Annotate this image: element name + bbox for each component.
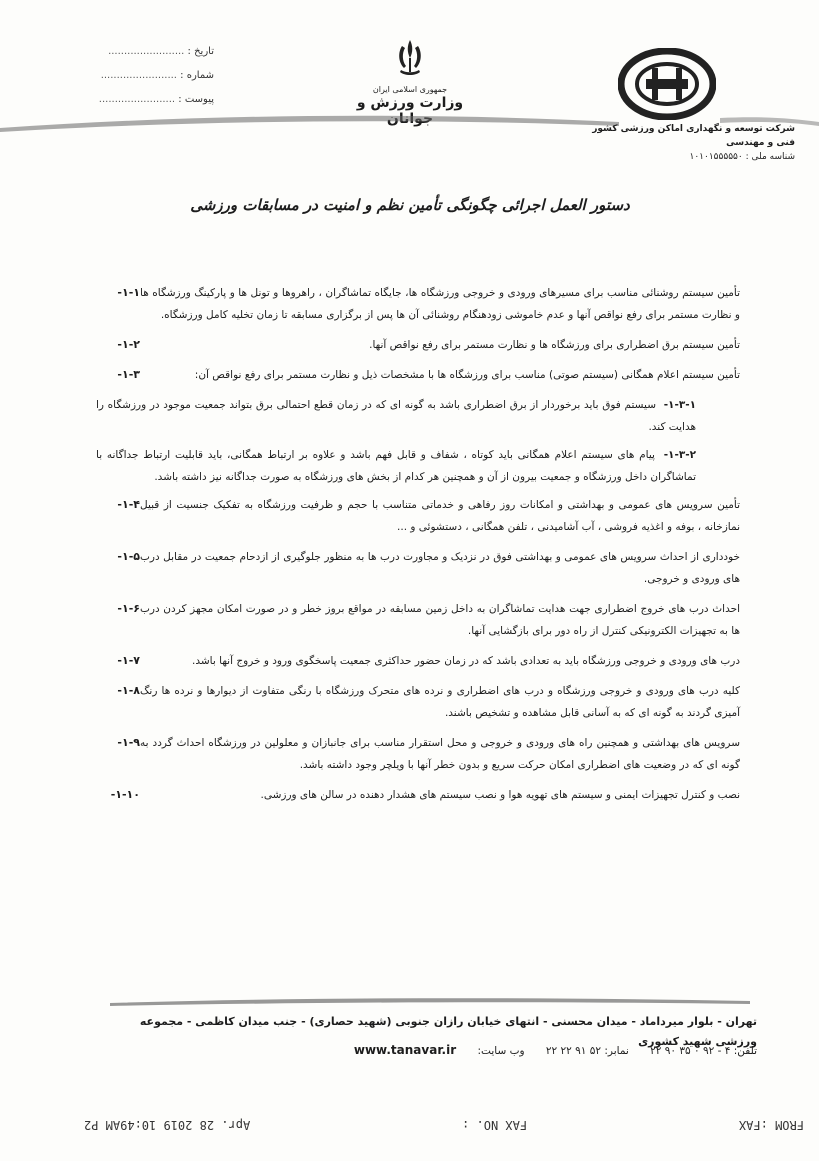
date-field: تاریخ : ........................ [108, 46, 214, 57]
fax-from: FROM :FAX [738, 1118, 804, 1132]
footer-divider [110, 994, 750, 1008]
company-department: فنی و مهندسی [726, 138, 795, 148]
item-number: ۱-۹- [117, 736, 140, 749]
item-number: ۱-۳- [117, 368, 140, 381]
list-item [96, 732, 740, 776]
item-text: احداث درب های خروج اضطراری جهت هدایت تماشاگران به داخل زمین مسابقه در مواقع بروز خطر و در صورت امکان مجهز کردن درب ها به تجهیزات الکترونیکی کنترل از راه دور برای بازگشایی آنها. [140, 603, 740, 637]
item-number: ۱-۶- [117, 602, 140, 615]
item-text: تأمین سیستم اعلام همگانی (سیستم صوتی) مناسب برای ورزشگاه ها با مشخصات ذیل و نظارت مستمر برای رفع نواقص آن: [194, 369, 740, 381]
instruction-list [96, 282, 740, 814]
footer-website-link[interactable]: www.tanavar.ir [353, 1043, 457, 1057]
sub-item [96, 444, 696, 488]
list-item [96, 546, 740, 590]
sub-item [96, 394, 696, 438]
ministry-name: وزارت ورزش و [356, 95, 464, 111]
fax-timestamp: Apr. 28 2019 10:49AM P2 [84, 1118, 251, 1132]
company-name: شرکت توسعه و نگهداری اماکن ورزشی کشور [592, 124, 795, 134]
sub-item-number: ۱-۳-۱- [663, 399, 696, 411]
company-logo-icon [618, 48, 716, 120]
item-text: خودداری از احداث سرویس های عمومی و بهداشتی فوق در نزدیک و مجاورت درب ها به منظور جلوگیری از ازدحام جمعیت در مقابل درب های ورودی و خروجی. [140, 551, 740, 585]
item-number: ۱-۷- [117, 654, 140, 667]
item-text: درب های ورودی و خروجی ورزشگاه باید به تعدادی باشد که در زمان حضور حداکثری جمعیت پاسخگوی ورود و خروج آنها باشد. [192, 655, 740, 667]
list-item [96, 784, 740, 806]
list-item [96, 650, 740, 672]
iran-emblem-icon [392, 38, 428, 78]
item-number: ۱-۱- [117, 286, 140, 299]
item-text: سرویس های بهداشتی و همچنین راه های ورودی و خروجی و محل استقرار مناسب برای جانبازان و معلولین در ورزشگاه احداث گردد به گونه ای که در وضعیت های اضطراری امکان حرکت سریع و بدون خطر آنها با ویلچر وجود داشته باشد. [140, 737, 740, 771]
fax-transmission-header [84, 1112, 804, 1132]
country-name: جمهوری اسلامی ایران [372, 85, 448, 94]
item-number: ۱-۸- [117, 684, 140, 697]
list-item [96, 364, 740, 386]
letter-meta-fields [64, 40, 214, 112]
document-title: دستور العمل اجرائی چگونگی تأمین نظم و امنیت در مسابقات ورزشی [190, 196, 630, 214]
item-number: ۱-۵- [117, 550, 140, 563]
fax-number: FAX NO. : [462, 1118, 528, 1132]
company-national-id: شناسه ملی : ۱۰۱۰۱۵۵۵۵۵۰ [689, 152, 795, 162]
item-number: ۱-۴- [117, 498, 140, 511]
item-text: نصب و کنترل تجهیزات ایمنی و سیستم های تهویه هوا و نصب سیستم های هشدار دهنده در سالن های ورزشی. [260, 789, 740, 801]
footer-contacts [117, 1040, 757, 1061]
item-text: تأمین سرویس های عمومی و بهداشتی و امکانات روز رفاهی و خدماتی متناسب با حجم و ظرفیت ورزشگاه به تفکیک جنسیت از قبیل نمازخانه ، بوفه و اغذیه فروشی ، آب آشامیدنی ، تلفن همگانی ، دستشوئی و ... [140, 499, 740, 533]
list-item [96, 680, 740, 724]
number-field: شماره : ........................ [100, 70, 214, 81]
sub-item-number: ۱-۳-۲- [663, 449, 696, 461]
item-text: تأمین سیستم روشنائی مناسب برای مسیرهای ورودی و خروجی ورزشگاه ها، جایگاه تماشاگران ، راهروها و تونل ها و پارکینگ ورزشگاه ها و نظارت مستمر برای رفع نواقص آنها و عدم خاموشی زودهنگام روشنائی آن ها پس از برگزاری مسابقه تا زمان تخلیه کامل ورزشگاه. [140, 287, 740, 321]
item-text: تأمین سیستم برق اضطراری برای ورزشگاه ها و نظارت مستمر برای رفع نواقص آنها. [369, 339, 740, 351]
item-number: ۱-۲- [117, 338, 140, 351]
sub-item-text: پیام های سیستم اعلام همگانی باید کوتاه ، شفاف و قابل فهم باشد و علاوه بر ارتباط همگانی، باید قابلیت ارتباط جداگانه با تماشاگران داخل ورزشگاه و جمعیت بیرون از آن و همچنین هر کدام از بخش های ورزشگاه به صورت جداگانه نیز داشته باشد. [96, 449, 696, 483]
company-info [535, 122, 795, 164]
list-item [96, 598, 740, 642]
footer-address: تهران - بلوار میرداماد - میدان محسنی - انتهای خیابان رازان جنوبی (شهید حصاری) - جنب میدان کاظمی - مجموعه ورزشی شهید کشوری [139, 1015, 757, 1048]
sub-item-text: سیستم فوق باید برخوردار از برق اضطراری باشد به گونه ای که در زمان قطع احتمالی برق بتواند جمعیت موجود در ورزشگاه را هدایت کند. [96, 399, 696, 433]
footer-phone: تلفن: ۴ - ۹۲ ۰ ۳۵ ۹۰ ۲۲ [650, 1045, 757, 1057]
item-text: کلیه درب های ورودی و خروجی ورزشگاه و درب های اضطراری و نرده های متحرک ورزشگاه با رنگی متفاوت از دیوارها و نرده ها رنگ آمیزی گردند به گونه ای که به آسانی قابل مشاهده و تشخیص باشند. [140, 685, 740, 719]
footer-website-label: وب سایت: [477, 1045, 525, 1057]
item-number: ۱-۱۰- [110, 788, 140, 801]
list-item [96, 334, 740, 356]
footer-fax: نمابر: ۵۲ ۹۱ ۲۲ ۲۲ [545, 1045, 629, 1057]
attachment-field: پیوست : ........................ [98, 94, 214, 105]
list-item [96, 494, 740, 538]
list-item [96, 282, 740, 326]
